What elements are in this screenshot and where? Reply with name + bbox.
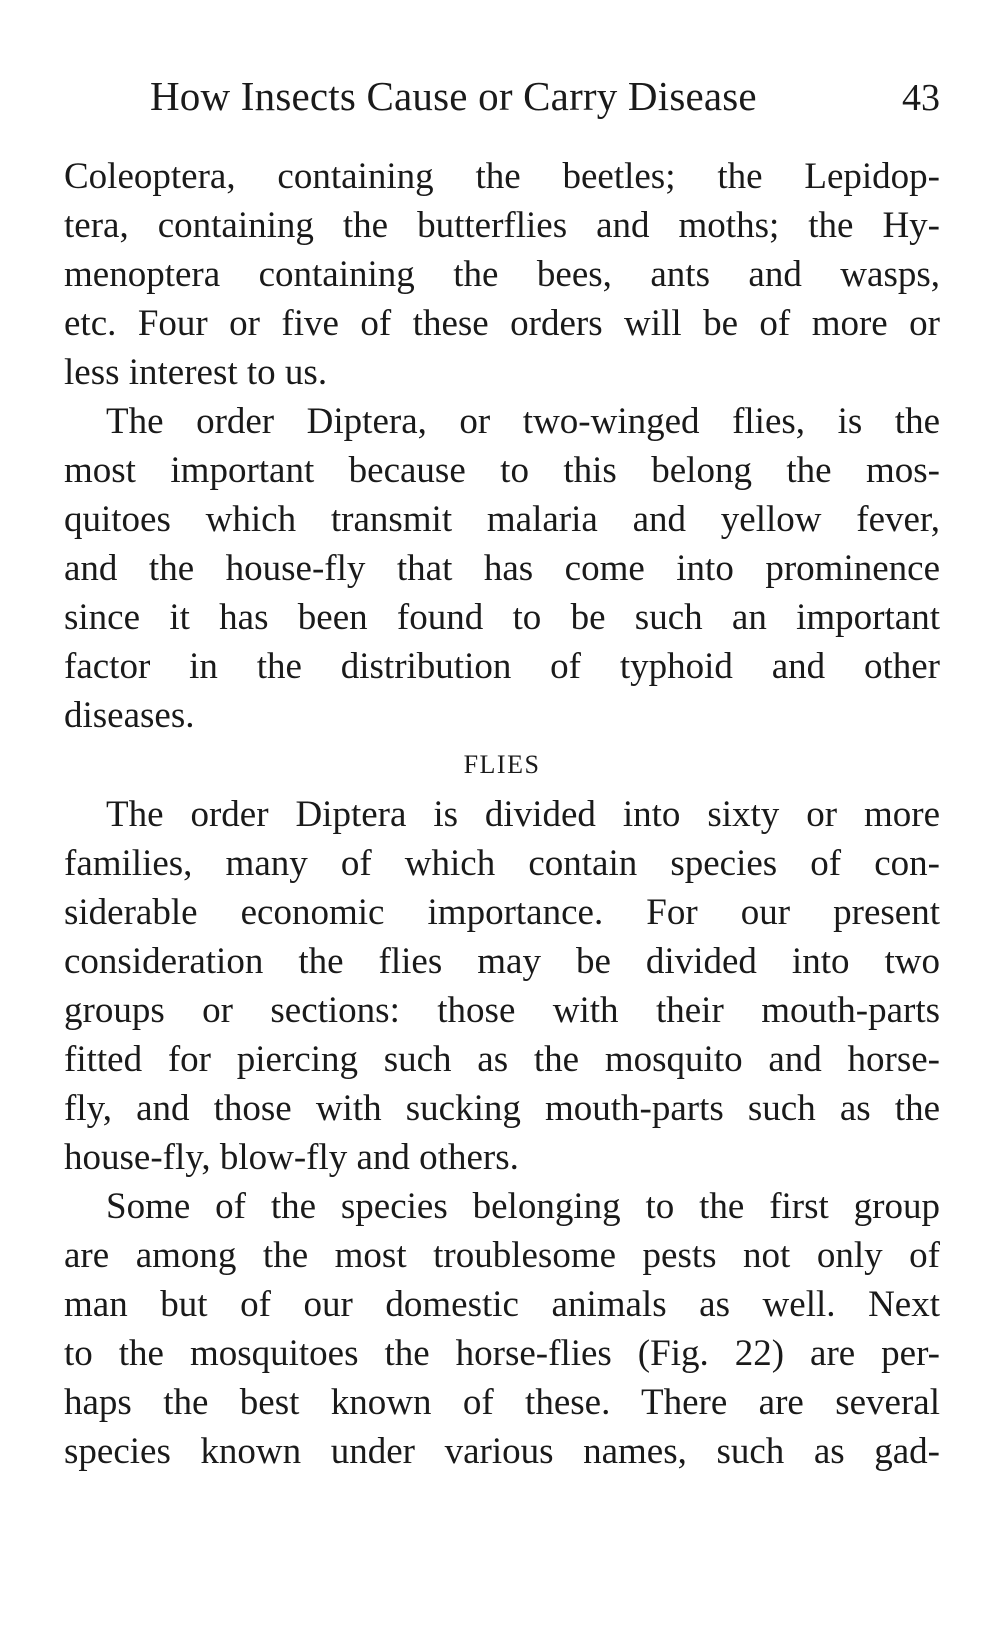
text-line: Some of the species belonging to the first group (106, 1186, 940, 1227)
text-line: species known under various names, such as gad- (64, 1431, 940, 1472)
page-header (150, 72, 940, 132)
text-line: quitoes which transmit malaria and yellow fever, (64, 499, 940, 540)
paragraph-3 (64, 790, 940, 1182)
body-text (64, 152, 940, 1476)
text-line: The order Diptera is divided into sixty or more (106, 794, 940, 835)
text-line: are among the most troublesome pests not only of (64, 1235, 940, 1276)
text-line: menoptera containing the bees, ants and wasps, (64, 254, 940, 295)
text-line: Coleoptera, containing the beetles; the Lepidop- (64, 156, 940, 197)
section-heading: FLIES (463, 750, 541, 779)
text-line: consideration the flies may be divided into two (64, 941, 940, 982)
page-number: 43 (902, 77, 940, 119)
text-line: haps the best known of these. There are several (64, 1382, 940, 1423)
text-line: less interest to us. (64, 352, 328, 393)
text-line: man but of our domestic animals as well. Next (64, 1284, 940, 1325)
text-line: fitted for piercing such as the mosquito and horse- (64, 1039, 940, 1080)
paragraph-1 (64, 152, 940, 397)
text-line: to the mosquitoes the horse-flies (Fig. 22) are per- (64, 1333, 940, 1374)
text-line: most important because to this belong the mos- (64, 450, 940, 491)
text-line: etc. Four or five of these orders will be of more or (64, 303, 940, 344)
text-line: The order Diptera, or two-winged flies, is the (106, 401, 940, 442)
text-line: fly, and those with sucking mouth-parts such as the (64, 1088, 940, 1129)
text-line: siderable economic importance. For our present (64, 892, 940, 933)
text-line: groups or sections: those with their mouth-parts (64, 990, 940, 1031)
text-line: house-fly, blow-fly and others. (64, 1137, 519, 1178)
text-line: families, many of which contain species of con- (64, 843, 940, 884)
running-head: How Insects Cause or Carry Disease (150, 73, 757, 119)
text-line: tera, containing the butterflies and moths; the Hy- (64, 205, 940, 246)
text-line: since it has been found to be such an important (64, 597, 940, 638)
text-line: and the house-fly that has come into prominence (64, 548, 940, 589)
text-line: factor in the distribution of typhoid and other (64, 646, 940, 687)
paragraph-2 (64, 397, 940, 740)
paragraph-4 (64, 1182, 940, 1476)
text-line: diseases. (64, 695, 195, 736)
